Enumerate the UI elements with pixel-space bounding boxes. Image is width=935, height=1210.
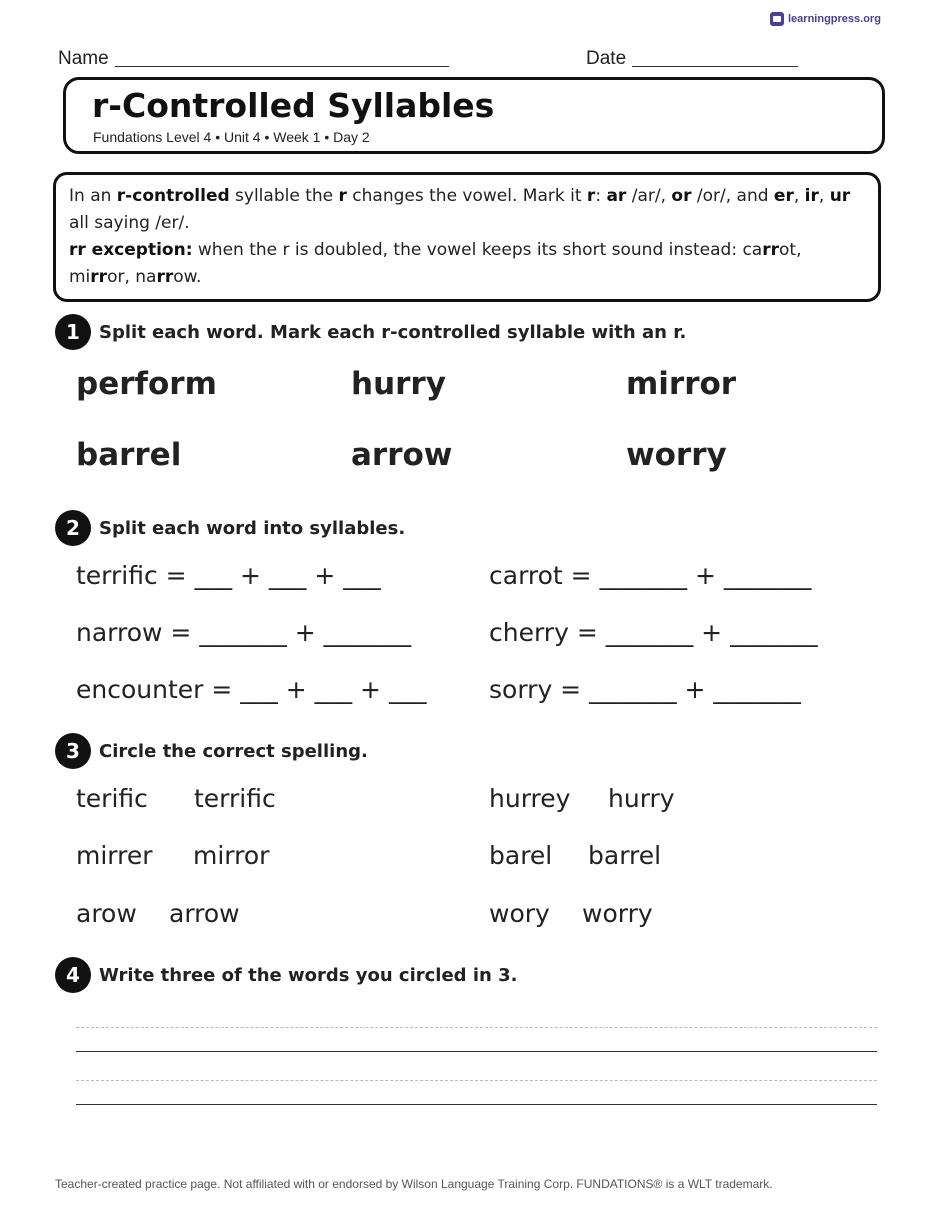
syllable-item[interactable]: carrot = _______ + _______ [489, 561, 812, 590]
split-word: mirror [626, 366, 737, 402]
section-instruction: Circle the correct spelling. [99, 740, 368, 762]
section-3-header [55, 733, 368, 769]
syllable-item[interactable]: cherry = _______ + _______ [489, 618, 818, 647]
spelling-choice[interactable]: barel [489, 841, 553, 870]
split-word: worry [626, 437, 727, 473]
book-icon [770, 12, 784, 26]
name-label: Name [58, 48, 109, 69]
section-instruction: Split each word. Mark each r-controlled syllable with an r. [99, 321, 687, 343]
rule-exception: rr exception: when the r is doubled, the vowel keeps its short sound instead: carrot, mirror, narrow. [69, 240, 802, 287]
section-number: 2 [55, 510, 91, 546]
section-number: 1 [55, 314, 91, 350]
writing-line[interactable] [76, 1051, 877, 1052]
spelling-choice[interactable]: worry [582, 899, 653, 928]
spelling-choice[interactable]: hurrey [489, 784, 571, 813]
split-word: perform [76, 366, 217, 402]
section-2-header [55, 510, 405, 546]
spelling-choice[interactable]: arrow [169, 899, 240, 928]
name-line[interactable] [115, 46, 449, 67]
footer-disclaimer: Teacher-created practice page. Not affiliated with or endorsed by Wilson Language Training Corp. FUNDATIONS® is a WLT trademark. [55, 1177, 773, 1191]
syllable-item[interactable]: terrific = ___ + ___ + ___ [76, 561, 381, 590]
spelling-choice[interactable]: terific [76, 784, 148, 813]
spelling-choice[interactable]: wory [489, 899, 550, 928]
syllable-item[interactable]: encounter = ___ + ___ + ___ [76, 675, 427, 704]
date-label: Date [586, 48, 627, 69]
section-number: 3 [55, 733, 91, 769]
section-1-header [55, 314, 686, 350]
spelling-choice[interactable]: barrel [588, 841, 662, 870]
title-box [63, 77, 885, 154]
writing-guide-line [76, 1080, 877, 1081]
writing-guide-line [76, 1027, 877, 1028]
page-title: r-Controlled Syllables [92, 86, 495, 125]
rule-box [53, 172, 881, 302]
spelling-choice[interactable]: mirrer [76, 841, 153, 870]
split-word: arrow [351, 437, 453, 473]
rule-text: In an r-controlled syllable the r changes the vowel. Mark it r: ar /ar/, or /or/, and er, ir, ur all saying /er/. [69, 186, 851, 233]
spelling-choice[interactable]: terrific [194, 784, 276, 813]
syllable-item[interactable]: narrow = _______ + _______ [76, 618, 412, 647]
spelling-choice[interactable]: arow [76, 899, 137, 928]
brand-logo [770, 12, 881, 26]
section-number: 4 [55, 957, 91, 993]
spelling-choice[interactable]: hurry [608, 784, 675, 813]
split-word: barrel [76, 437, 182, 473]
name-field[interactable] [58, 46, 449, 70]
split-word: hurry [351, 366, 446, 402]
section-4-header [55, 957, 517, 993]
date-line[interactable] [632, 46, 798, 67]
brand-name: learningpress.org [788, 13, 881, 25]
spelling-choice[interactable]: mirror [193, 841, 270, 870]
date-field[interactable] [586, 46, 798, 70]
section-instruction: Split each word into syllables. [99, 517, 406, 539]
page-subtitle: Fundations Level 4 • Unit 4 • Week 1 • Day 2 [93, 129, 370, 145]
section-instruction: Write three of the words you circled in 3. [99, 964, 518, 986]
syllable-item[interactable]: sorry = _______ + _______ [489, 675, 801, 704]
writing-line[interactable] [76, 1104, 877, 1105]
